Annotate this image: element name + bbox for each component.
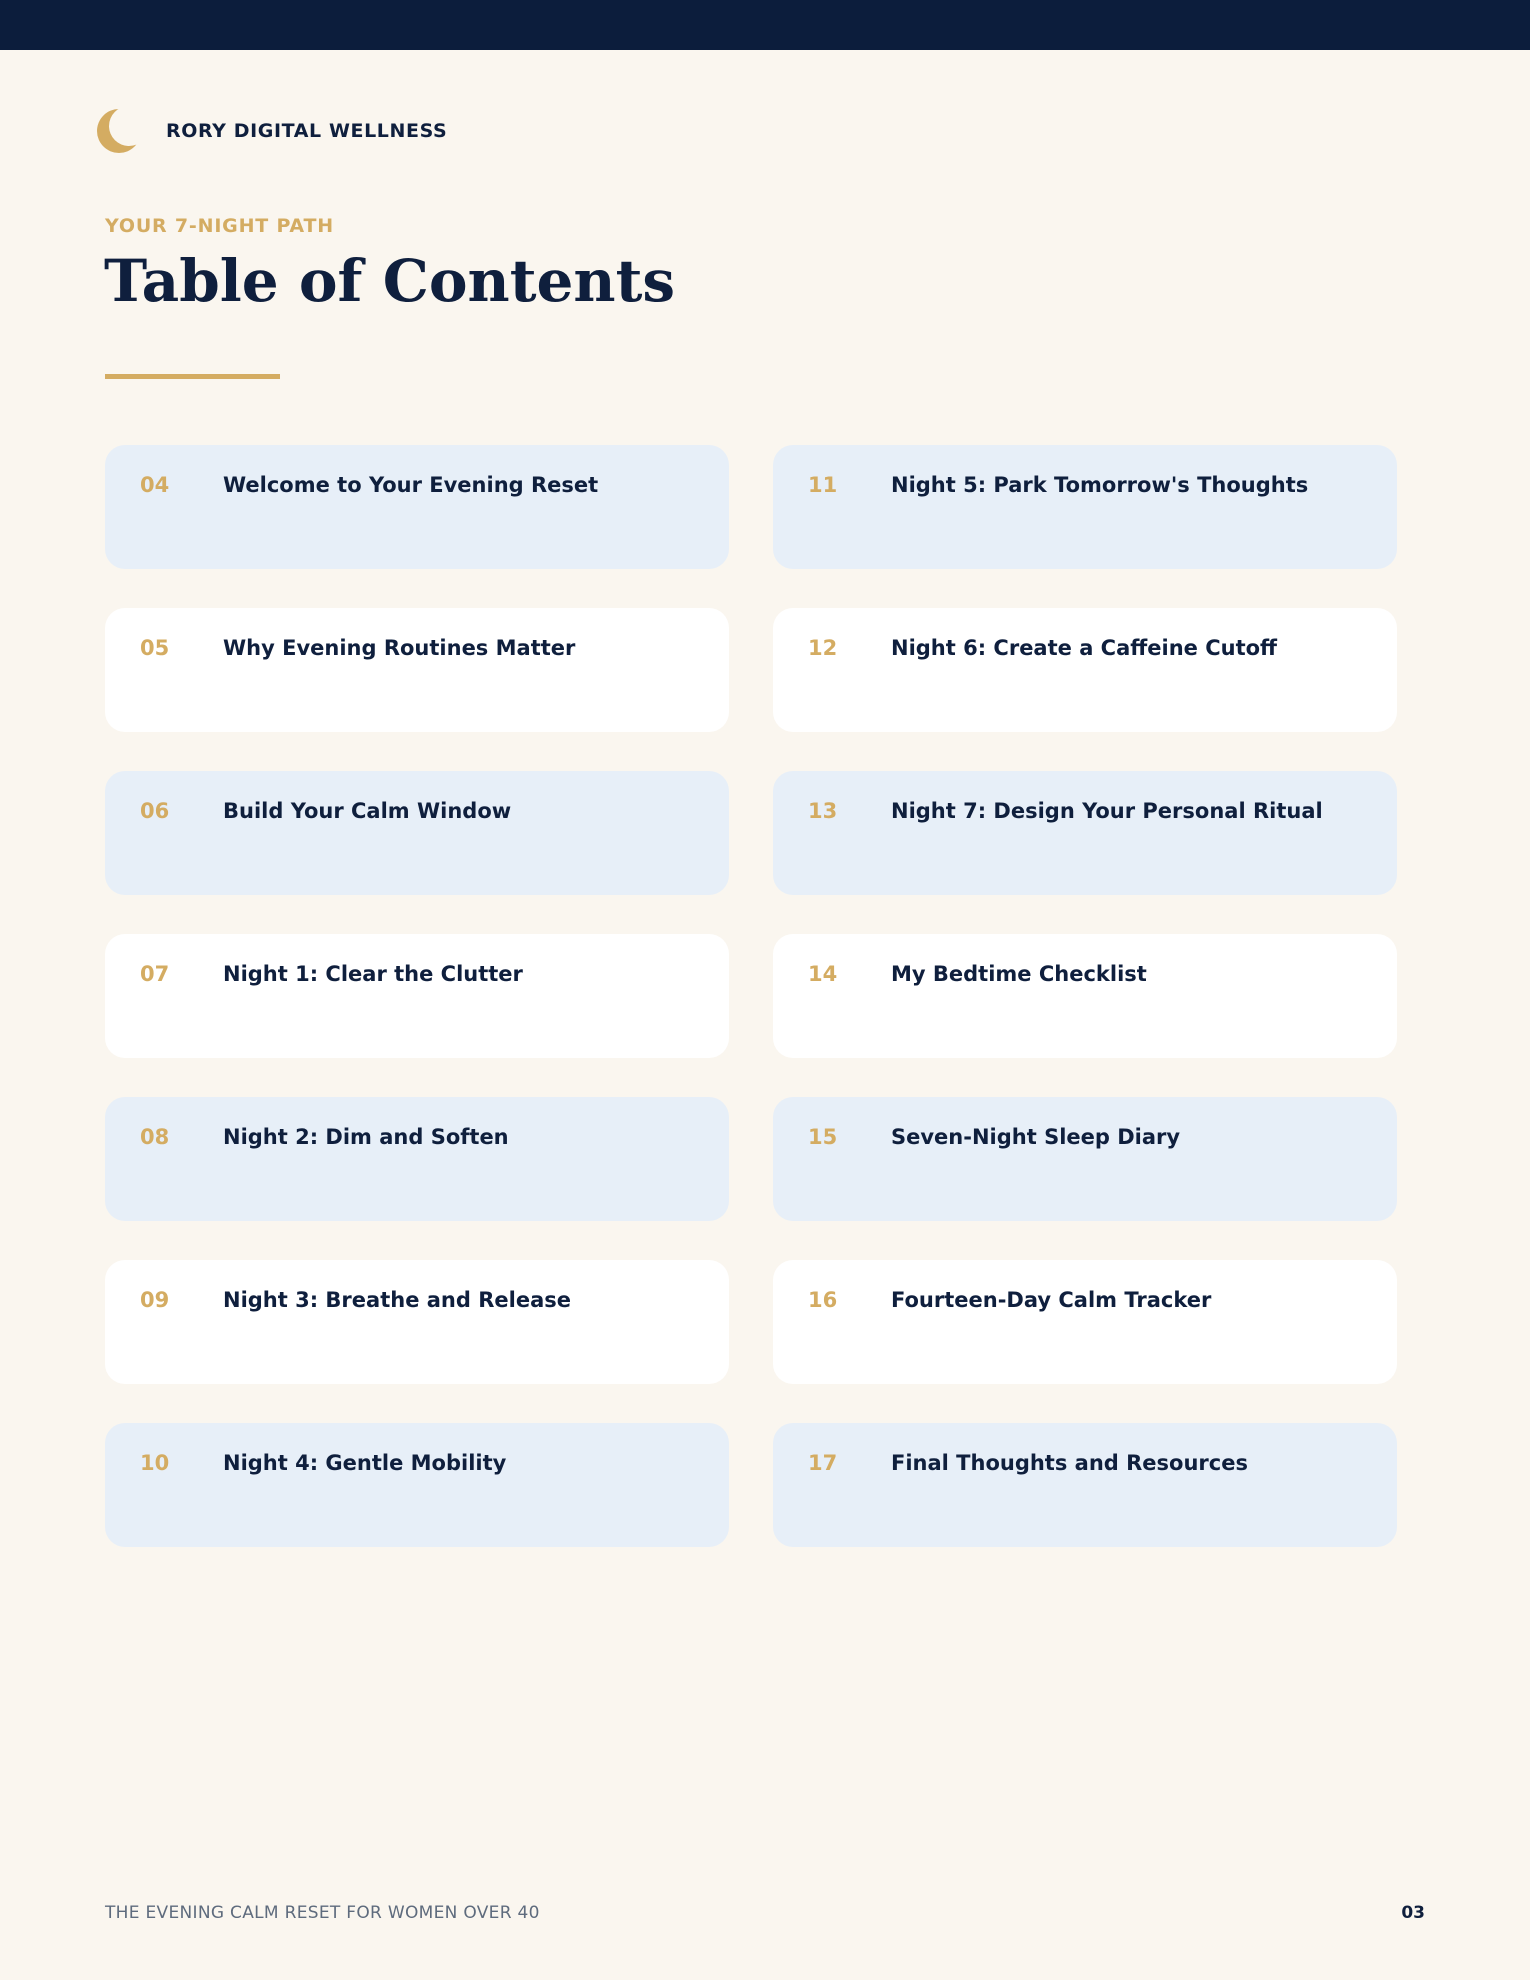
toc-item[interactable] — [105, 608, 729, 732]
toc-grid — [105, 445, 1397, 1547]
brand-header — [96, 106, 447, 156]
toc-item[interactable] — [773, 445, 1397, 569]
page-title: Table of Contents — [104, 247, 676, 315]
toc-page-number: 15 — [808, 1125, 838, 1149]
toc-entry-title: Night 1: Clear the Clutter — [223, 962, 523, 986]
footer-page-number: 03 — [1401, 1903, 1425, 1923]
toc-page-number: 07 — [140, 962, 170, 986]
toc-page-number: 09 — [140, 1288, 170, 1312]
toc-item[interactable] — [105, 445, 729, 569]
toc-item[interactable] — [105, 771, 729, 895]
toc-entry-title: Night 3: Breathe and Release — [223, 1288, 571, 1312]
toc-entry-title: Final Thoughts and Resources — [891, 1451, 1248, 1475]
toc-entry-title: Night 6: Create a Caffeine Cutoff — [891, 636, 1278, 660]
toc-entry-title: Night 7: Design Your Personal Ritual — [891, 799, 1323, 823]
toc-item[interactable] — [773, 934, 1397, 1058]
footer-book-title: THE EVENING CALM RESET FOR WOMEN OVER 40 — [105, 1903, 540, 1923]
toc-item[interactable] — [773, 771, 1397, 895]
toc-item[interactable] — [105, 1260, 729, 1384]
toc-entry-title: Build Your Calm Window — [223, 799, 512, 823]
brand-name: RORY DIGITAL WELLNESS — [166, 120, 448, 142]
toc-item[interactable] — [773, 1097, 1397, 1221]
toc-entry-title: My Bedtime Checklist — [891, 962, 1147, 986]
toc-page-number: 16 — [808, 1288, 838, 1312]
toc-page-number: 17 — [808, 1451, 838, 1475]
toc-item[interactable] — [105, 1423, 729, 1547]
toc-item[interactable] — [773, 1423, 1397, 1547]
toc-page-number: 13 — [808, 799, 838, 823]
toc-item[interactable] — [105, 934, 729, 1058]
toc-page-number: 12 — [808, 636, 838, 660]
toc-entry-title: Night 2: Dim and Soften — [223, 1125, 509, 1149]
section-eyebrow: YOUR 7-NIGHT PATH — [105, 215, 334, 237]
toc-page-number: 08 — [140, 1125, 170, 1149]
toc-page-number: 06 — [140, 799, 170, 823]
toc-entry-title: Why Evening Routines Matter — [223, 636, 576, 660]
toc-page-number: 14 — [808, 962, 838, 986]
toc-entry-title: Welcome to Your Evening Reset — [223, 473, 599, 497]
title-underline — [105, 374, 280, 379]
toc-entry-title: Seven-Night Sleep Diary — [891, 1125, 1181, 1149]
top-banner — [0, 0, 1530, 50]
toc-item[interactable] — [105, 1097, 729, 1221]
toc-entry-title: Night 4: Gentle Mobility — [223, 1451, 507, 1475]
moon-icon — [96, 106, 142, 156]
toc-page-number: 10 — [140, 1451, 170, 1475]
toc-page-number: 11 — [808, 473, 838, 497]
toc-entry-title: Fourteen-Day Calm Tracker — [891, 1288, 1212, 1312]
toc-page-number: 04 — [140, 473, 170, 497]
toc-item[interactable] — [773, 1260, 1397, 1384]
toc-item[interactable] — [773, 608, 1397, 732]
toc-entry-title: Night 5: Park Tomorrow's Thoughts — [891, 473, 1309, 497]
toc-page-number: 05 — [140, 636, 170, 660]
